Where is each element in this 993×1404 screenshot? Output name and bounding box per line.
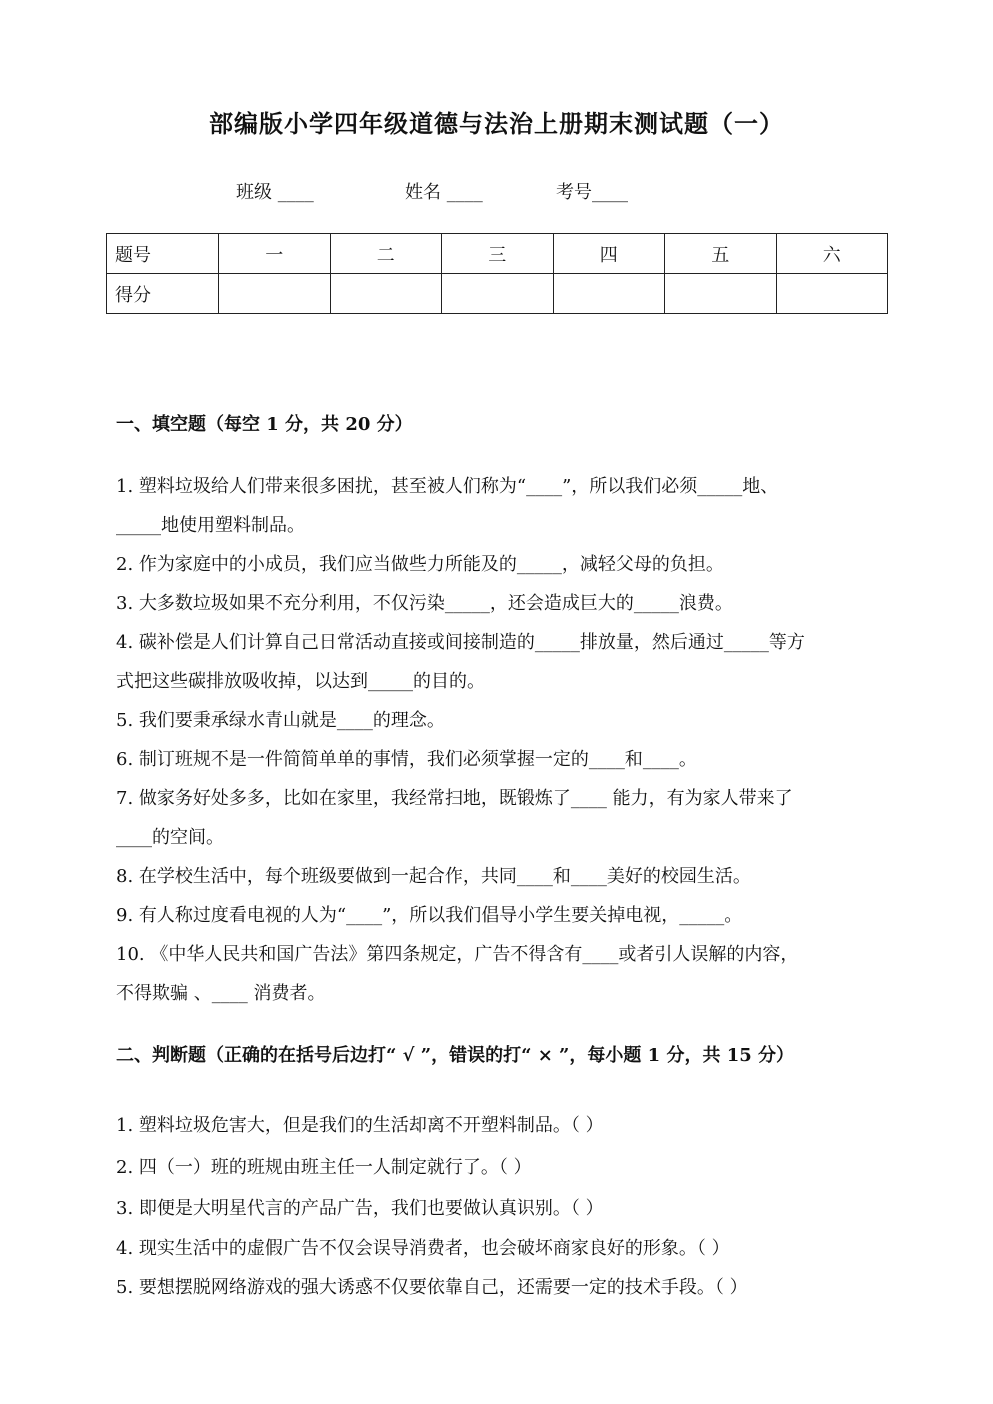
column-2: 二 [330,234,442,274]
score-cell-4 [553,274,665,314]
fill-blank-line: 6. 制订班规不是一件简简单单的事情，我们必须掌握一定的____和____。 [116,749,697,770]
score-cell-1 [219,274,331,314]
column-5: 五 [665,234,777,274]
column-4: 四 [553,234,665,274]
score-table [106,233,888,314]
question-number-label: 题号 [107,234,219,274]
score-label: 得分 [107,274,219,314]
true-false-line: 5. 要想摆脱网络游戏的强大诱惑不仅要依靠自己，还需要一定的技术手段。（ ） [116,1277,748,1298]
score-cell-3 [442,274,554,314]
fill-blank-line: _____地使用塑料制品。 [116,515,305,536]
fill-blank-line: 10. 《中华人民共和国广告法》第四条规定，广告不得含有____或者引人误解的内容， [116,944,799,965]
section-2-heading: 二、判断题（正确的在括号后边打“ √ ”，错误的打“ × ”，每小题 1 分，共 15 分） [116,1045,795,1066]
class-field: 班级 ____ [236,182,314,203]
fill-blank-line: 5. 我们要秉承绿水青山就是____的理念。 [116,710,445,731]
fill-blank-line: 9. 有人称过度看电视的人为“____”，所以我们倡导小学生要关掉电视，_____。 [116,905,743,926]
fill-blank-line: 2. 作为家庭中的小成员，我们应当做些力所能及的_____，减轻父母的负担。 [116,554,724,575]
name-field: 姓名 ____ [405,182,483,203]
column-6: 六 [776,234,888,274]
true-false-line: 2. 四（一）班的班规由班主任一人制定就行了。（ ） [116,1157,532,1178]
true-false-line: 4. 现实生活中的虚假广告不仅会误导消费者，也会破坏商家良好的形象。（ ） [116,1238,730,1259]
score-table-score-row [107,274,888,314]
fill-blank-line: 4. 碳补偿是人们计算自己日常活动直接或间接制造的_____排放量，然后通过_____等方 [116,632,805,653]
fill-blank-line: ____的空间。 [116,827,224,848]
true-false-line: 3. 即便是大明星代言的产品广告，我们也要做认真识别。（ ） [116,1198,604,1219]
score-table-header-row [107,234,888,274]
score-cell-6 [776,274,888,314]
fill-blank-line: 式把这些碳排放吸收掉，以达到_____的目的。 [116,671,485,692]
fill-blank-line: 8. 在学校生活中，每个班级要做到一起合作，共同____和____美好的校园生活。 [116,866,751,887]
section-1-heading: 一、填空题（每空 1 分，共 20 分） [116,414,413,435]
fill-blank-line: 1. 塑料垃圾给人们带来很多困扰，甚至被人们称为“____”，所以我们必须_____地、 [116,476,779,497]
score-cell-5 [665,274,777,314]
fill-blank-line: 不得欺骗 、____ 消费者。 [116,983,326,1004]
exam-number-field: 考号____ [556,182,628,203]
page-title: 部编版小学四年级道德与法治上册期末测试题（一） [209,109,784,138]
column-3: 三 [442,234,554,274]
column-1: 一 [219,234,331,274]
score-cell-2 [330,274,442,314]
fill-blank-line: 7. 做家务好处多多，比如在家里，我经常扫地，既锻炼了____ 能力，有为家人带来了 [116,788,793,809]
fill-blank-line: 3. 大多数垃圾如果不充分利用，不仅污染_____，还会造成巨大的_____浪费。 [116,593,733,614]
true-false-line: 1. 塑料垃圾危害大，但是我们的生活却离不开塑料制品。（ ） [116,1115,604,1136]
